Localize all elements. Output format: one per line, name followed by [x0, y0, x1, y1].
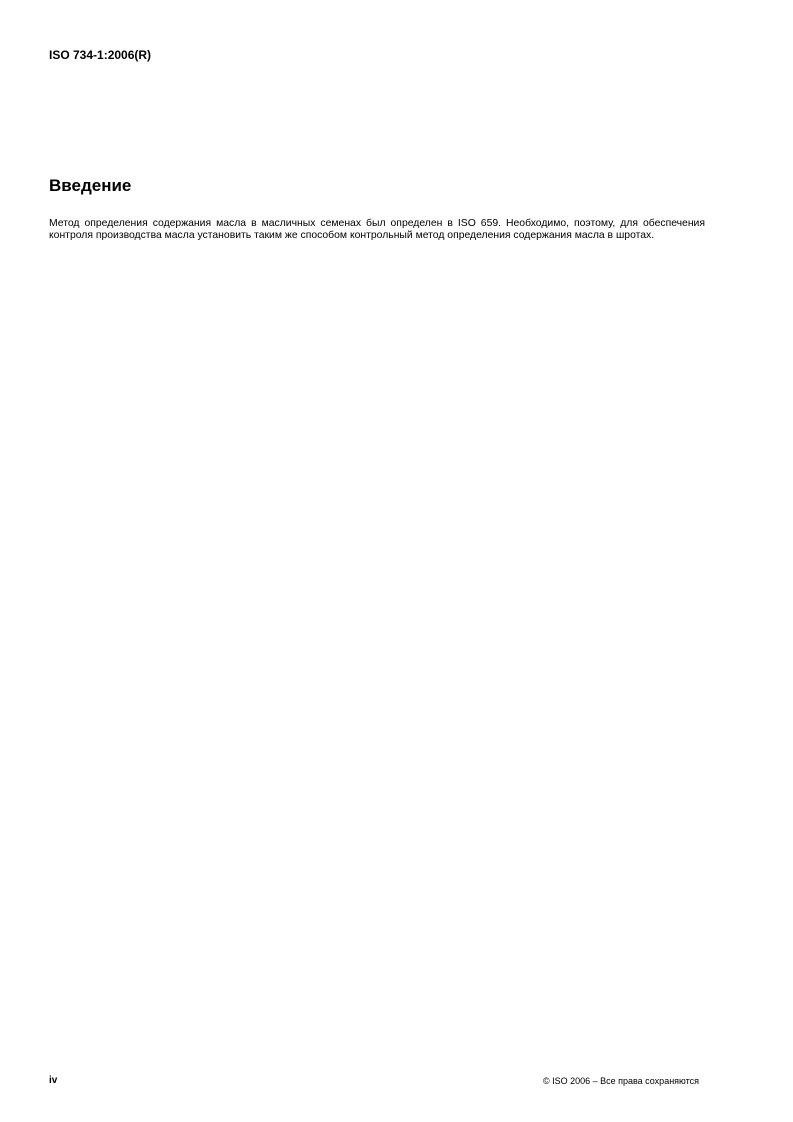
copyright-notice: © ISO 2006 – Все права сохраняются: [542, 1076, 699, 1086]
section-title: Введение: [49, 176, 132, 195]
page-number: iv: [49, 1075, 58, 1086]
document-code: ISO 734-1:2006(R): [49, 48, 152, 62]
introduction-paragraph: Метод определения содержания масла в масличных семенах был определен в ISO 659. Необходимо, поэтому, для обеспечения контроля производства масла установить таким же способом контрольный метод определения содержания масла в шротах.: [49, 218, 705, 241]
